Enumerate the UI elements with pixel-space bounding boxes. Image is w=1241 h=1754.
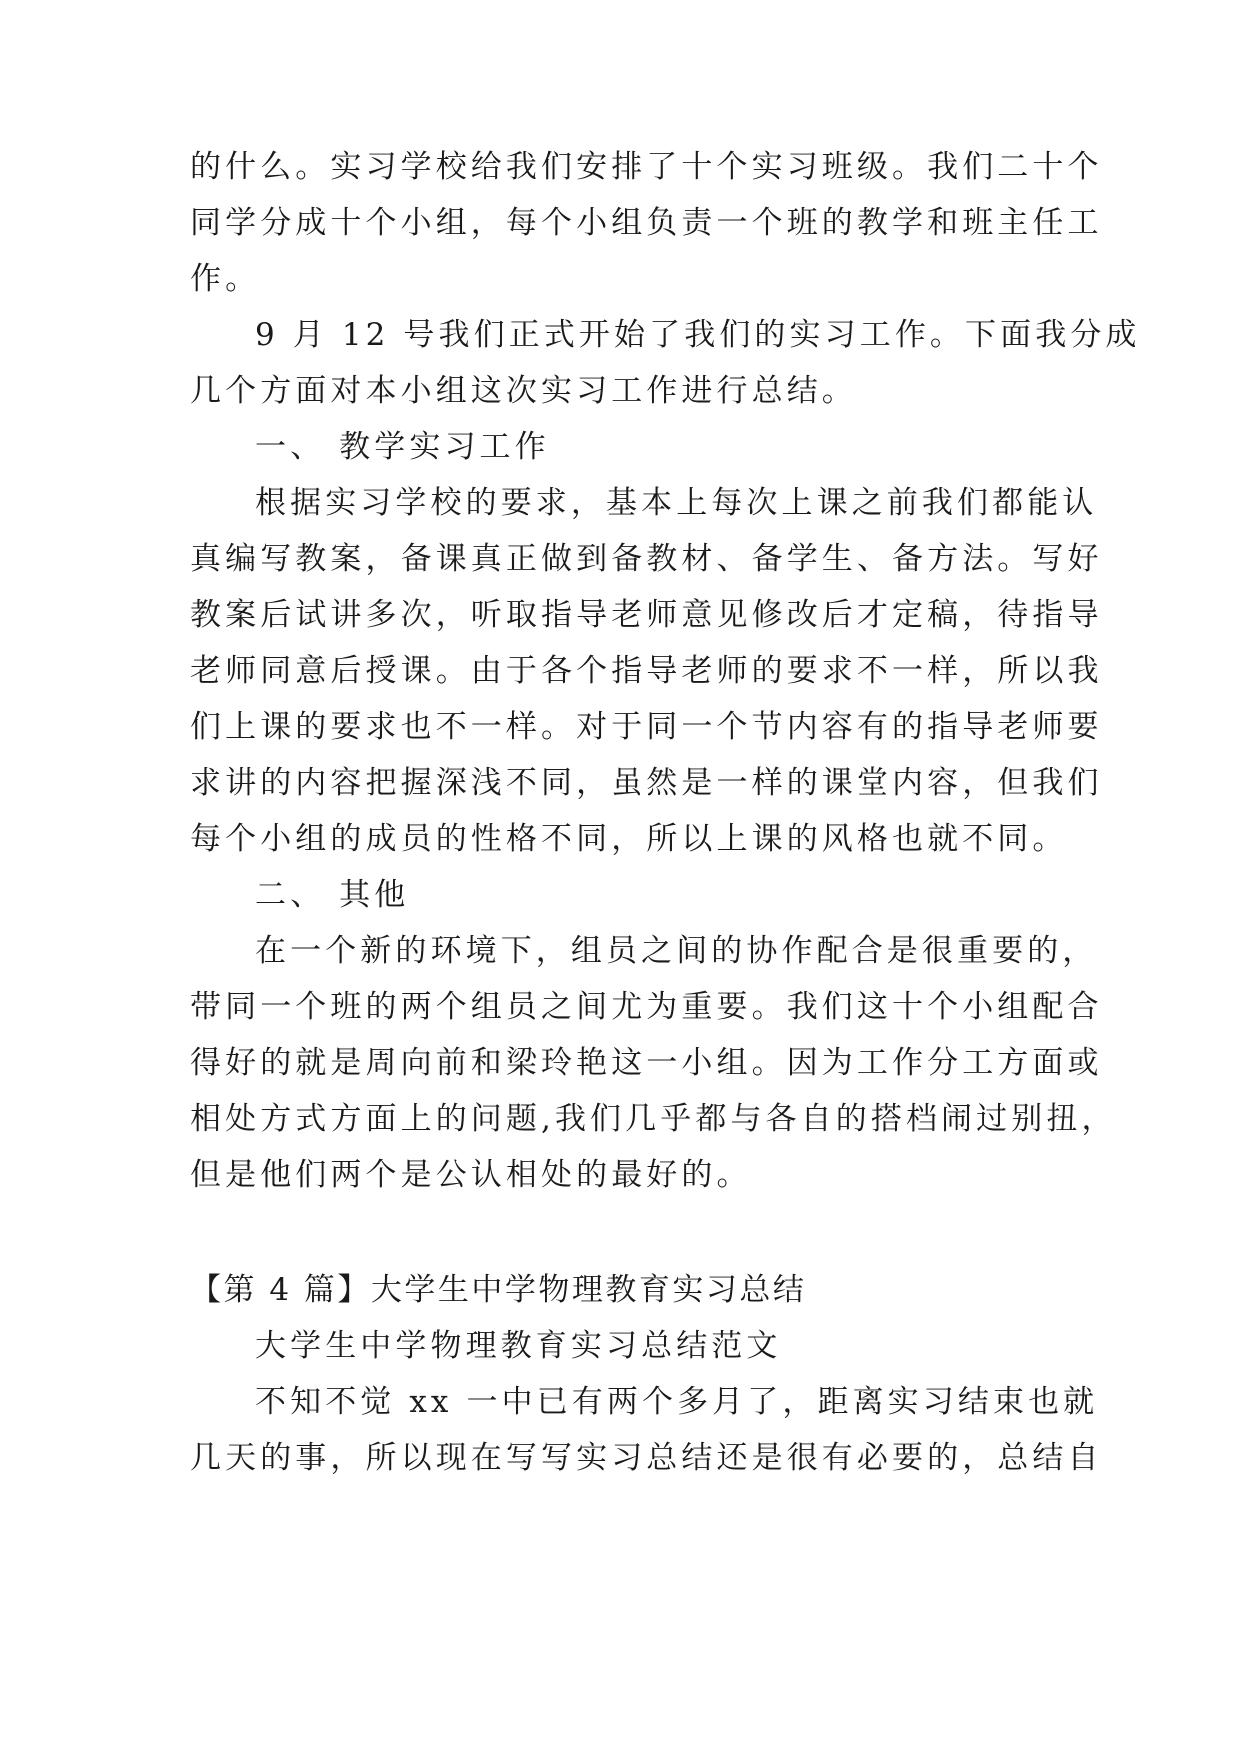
text-line: 们上课的要求也不一样。对于同一个节内容有的指导老师要: [190, 709, 1103, 745]
text-line: 同学分成十个小组，每个小组负责一个班的教学和班主任工: [190, 205, 1103, 241]
article-subtitle: 大学生中学物理教育实习总结范文: [255, 1328, 782, 1364]
text-line: 老师同意后授课。由于各个指导老师的要求不一样，所以我: [190, 653, 1103, 689]
text-line: 9 月 12 号我们正式开始了我们的实习工作。下面我分成: [255, 317, 1141, 353]
text-line: 得好的就是周向前和梁玲艳这一小组。因为工作分工方面或: [190, 1045, 1103, 1081]
text-line: 求讲的内容把握深浅不同，虽然是一样的课堂内容，但我们: [190, 765, 1103, 801]
text-line: 根据实习学校的要求，基本上每次上课之前我们都能认: [255, 485, 1098, 521]
text-line: 作。: [190, 261, 261, 297]
text-line: 不知不觉 xx 一中已有两个多月了，距离实习结束也就: [255, 1384, 1099, 1420]
text-line: 教案后试讲多次，听取指导老师意见修改后才定稿，待指导: [190, 597, 1103, 633]
text-line: 每个小组的成员的性格不同，所以上课的风格也就不同。: [190, 821, 1068, 857]
text-line: 在一个新的环境下，组员之间的协作配合是很重要的，: [255, 933, 1098, 969]
text-line: 但是他们两个是公认相处的最好的。: [190, 1157, 752, 1193]
text-line: 几天的事，所以现在写写实习总结还是很有必要的，总结自: [190, 1440, 1103, 1476]
text-line: 真编写教案，备课真正做到备教材、备学生、备方法。写好: [190, 541, 1103, 577]
text-line: 带同一个班的两个组员之间尤为重要。我们这十个小组配合: [190, 989, 1103, 1025]
article-title: 【第 4 篇】大学生中学物理教育实习总结: [190, 1272, 807, 1308]
section-heading: 二、 其他: [255, 877, 410, 913]
text-line: 的什么。实习学校给我们安排了十个实习班级。我们二十个: [190, 149, 1103, 185]
text-line: 相处方式方面上的问题,我们几乎都与各自的搭档闹过别扭，: [190, 1101, 1117, 1137]
section-heading: 一、 教学实习工作: [255, 429, 550, 465]
text-line: 几个方面对本小组这次实习工作进行总结。: [190, 373, 857, 409]
